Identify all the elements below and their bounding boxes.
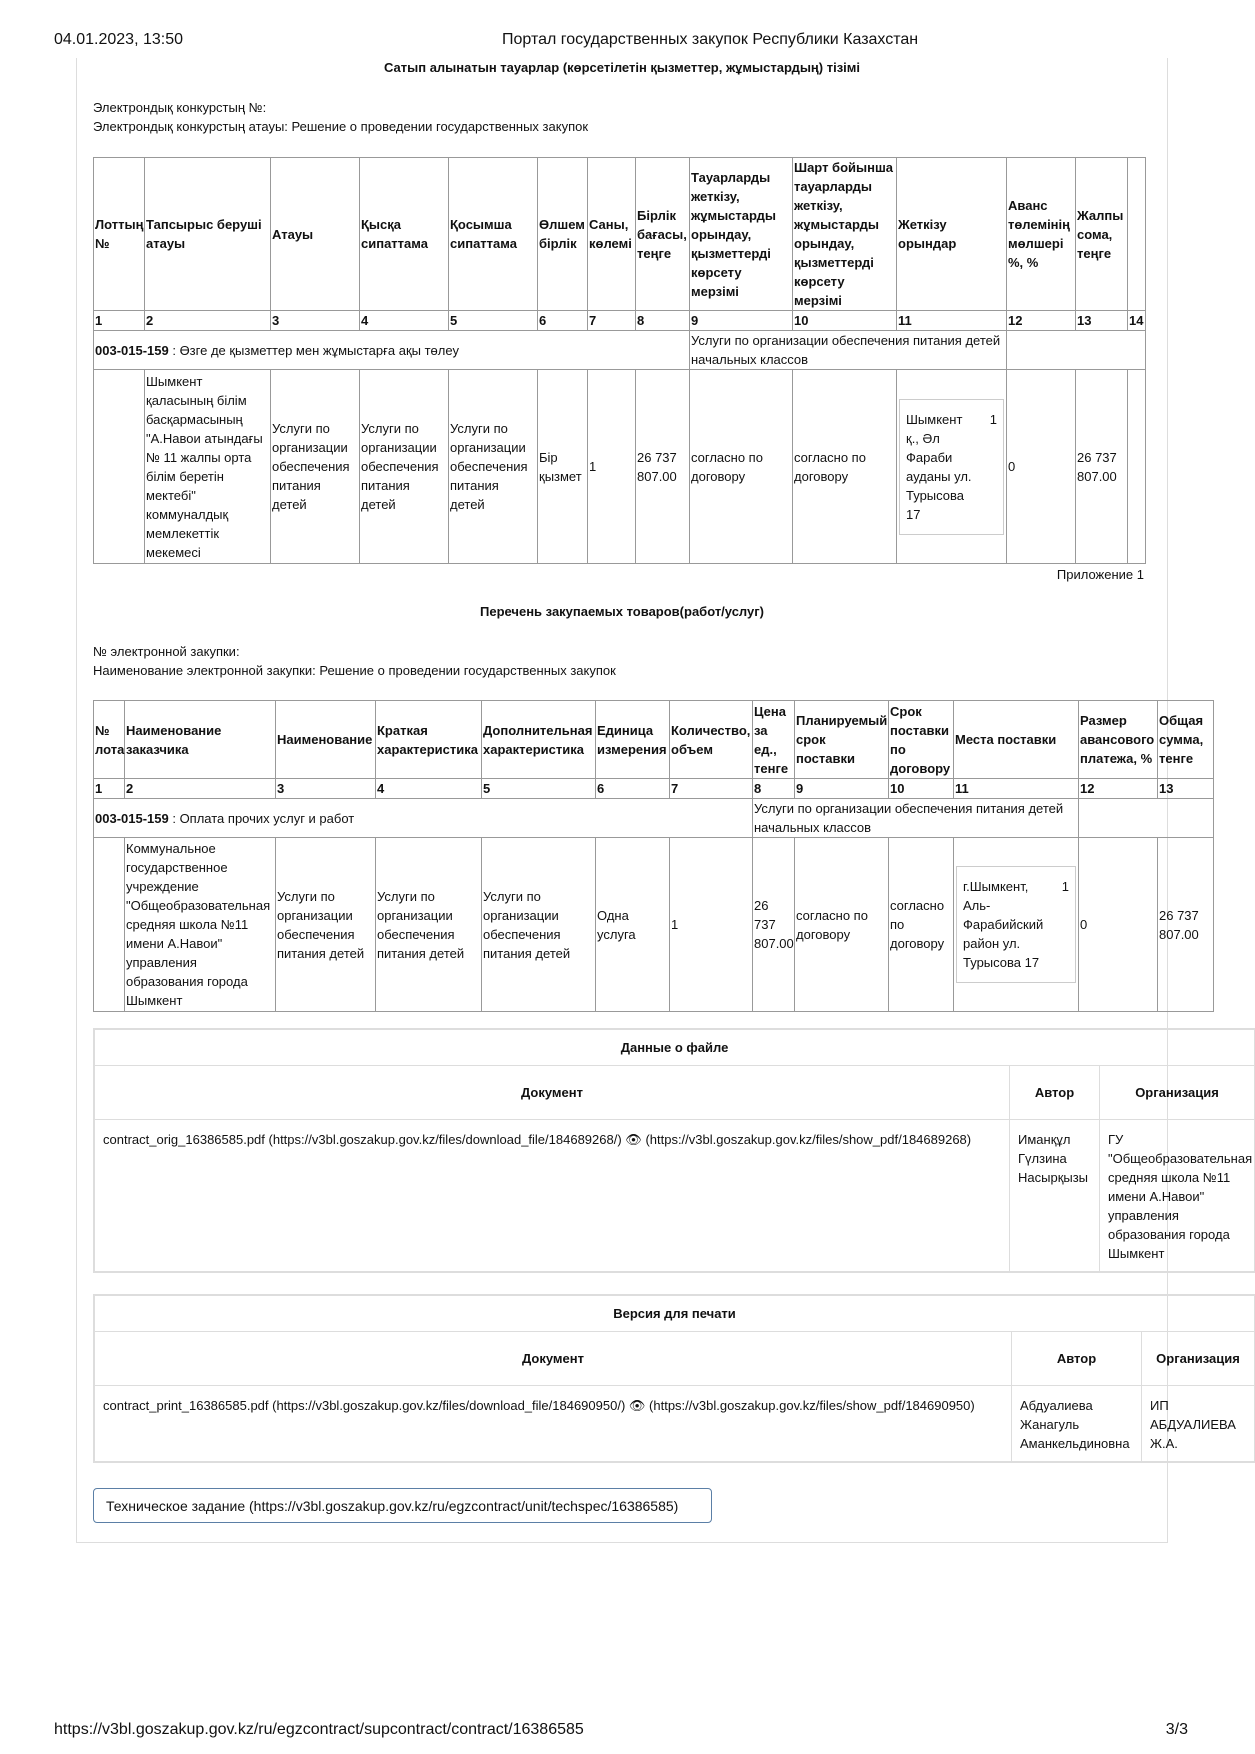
ru-num: 10 [889, 779, 954, 799]
kz-list-title: Сатып алынатын тауарлар (көрсетілетін қызметтер, жұмыстардың) тізімі [383, 60, 861, 75]
ru-num: 13 [1158, 779, 1214, 799]
print-col-org: Организация [1142, 1332, 1255, 1386]
ru-goods-table [93, 700, 1214, 1012]
page-url: https://v3bl.goszakup.gov.kz/ru/egzcontract/supcontract/contract/16386585 [54, 1721, 584, 1738]
kz-group-code: 003-015-159 [95, 342, 169, 358]
kz-col-lot: Лоттың № [94, 158, 145, 311]
kz-col-total: Жалпы сома, теңге [1076, 158, 1128, 311]
kz-number-label: Электрондық конкурстың №: [93, 100, 267, 115]
kz-col-advance: Аванс төлемінің мөлшері %, % [1007, 158, 1076, 311]
ru-cell-term: согласно по договору [795, 838, 889, 1012]
kz-num: 3 [271, 311, 360, 331]
kz-num: 5 [449, 311, 538, 331]
ru-num: 8 [753, 779, 795, 799]
kz-num: 12 [1007, 311, 1076, 331]
ru-item-row [94, 838, 1214, 1012]
ru-col-name: Наименование [276, 701, 376, 779]
ru-cell-qty: 1 [670, 838, 753, 1012]
kz-cell-unit: Бір қызмет [538, 370, 588, 564]
print-view-link[interactable]: (https://v3bl.goszakup.gov.kz/files/show_pdf/184690950) [649, 1398, 975, 1413]
ru-col-price: Цена за ед., тенге [753, 701, 795, 779]
print-version-title: Версия для печати [95, 1296, 1255, 1332]
ru-place-address: г.Шымкент, Аль-Фарабийский район ул. Турысова 17 [963, 879, 1044, 970]
kz-cell-short: Услуги по организации обеспечения питания детей [360, 370, 449, 564]
kz-cell-name: Услуги по организации обеспечения питания детей [271, 370, 360, 564]
ru-header-row [94, 701, 1214, 779]
ru-col-term-contract: Срок поставки по договору [889, 701, 954, 779]
kz-num: 7 [588, 311, 636, 331]
kz-cell-total: 26 737 807.00 [1076, 370, 1128, 564]
kz-col-unit: Өлшем бірлік [538, 158, 588, 311]
ru-list-title: Перечень закупаемых товаров(работ/услуг) [480, 604, 764, 619]
kz-num: 13 [1076, 311, 1128, 331]
kz-cell-extra: Услуги по организации обеспечения питания детей [449, 370, 538, 564]
file-doc-cell [95, 1120, 1010, 1272]
ru-name-line: Наименование электронной закупки: Решение о проведении государственных закупок [93, 663, 616, 678]
page-number: 3/3 [1165, 1721, 1188, 1738]
ru-cell-advance: 0 [1079, 838, 1158, 1012]
ru-num: 12 [1079, 779, 1158, 799]
kz-cell-qty: 1 [588, 370, 636, 564]
print-version-card [93, 1294, 1255, 1463]
eye-icon[interactable]: 👁 [625, 1132, 642, 1147]
kz-cell-term: согласно по договору [690, 370, 793, 564]
ru-cell-extra: Услуги по организации обеспечения питания детей [482, 838, 596, 1012]
ru-col-unit: Единица измерения [596, 701, 670, 779]
ru-clip [92, 58, 1253, 1458]
ru-cell-total: 26 737 807.00 [1158, 838, 1214, 1012]
ru-place-qty: 1 [1061, 879, 1069, 894]
print-datetime: 04.01.2023, 13:50 [54, 31, 184, 48]
ru-cell-lot [94, 838, 125, 1012]
kz-col-price: Бірлік бағасы, теңге [636, 158, 690, 311]
ru-number-label: № электронной закупки: [93, 644, 240, 659]
print-download-link[interactable]: contract_print_16386585.pdf (https://v3bl.goszakup.gov.kz/files/download_file/184690950/) [103, 1398, 626, 1413]
ru-group-empty [1079, 799, 1214, 838]
ru-col-qty: Количество, объем [670, 701, 753, 779]
appendix-label: Приложение 1 [1056, 567, 1144, 582]
kz-col-customer: Тапсырыс беруші атауы [145, 158, 271, 311]
ru-num: 9 [795, 779, 889, 799]
file-data-title: Данные о файле [95, 1030, 1255, 1066]
kz-num: 11 [897, 311, 1007, 331]
ru-num: 6 [596, 779, 670, 799]
ru-cell-short: Услуги по организации обеспечения питания детей [376, 838, 482, 1012]
ru-cell-place [954, 838, 1079, 1012]
ru-num: 4 [376, 779, 482, 799]
kz-num: 1 [94, 311, 145, 331]
kz-num: 4 [360, 311, 449, 331]
ru-col-lot: № лота [94, 701, 125, 779]
ru-group-service: Услуги по организации обеспечения питания детей начальных классов [753, 799, 1079, 838]
kz-group-service: Услуги по организации обеспечения питания детей начальных классов [690, 331, 1007, 370]
file-org: ГУ "Общеобразовательная средняя школа №11 имени А.Навои" управления образования города Шымкент [1100, 1120, 1255, 1272]
print-org: ИП АБДУАЛИЕВА Ж.А. [1142, 1386, 1255, 1462]
file-author: Иманқұл Гүлзина Насырқызы [1010, 1120, 1100, 1272]
file-data-card [93, 1028, 1255, 1273]
kz-num: 2 [145, 311, 271, 331]
kz-place-address: Шымкент қ., Әл Фараби ауданы ул. Турысова 17 [906, 411, 972, 522]
print-col-document: Документ [95, 1332, 1012, 1386]
tech-spec-button[interactable]: Техническое задание (https://v3bl.goszakup.gov.kz/ru/egzcontract/unit/techspec/16386585) [93, 1488, 712, 1523]
kz-col-term-contract: Шарт бойынша тауарларды жеткізу, жұмыстарды орындау, қызметтерді көрсету мерзімі [793, 158, 897, 311]
kz-num: 8 [636, 311, 690, 331]
file-view-link[interactable]: (https://v3bl.goszakup.gov.kz/files/show_pdf/184689268) [645, 1132, 972, 1147]
print-author: Абдуалиева Жанагуль Аманкельдиновна [1012, 1386, 1142, 1462]
ru-cell-price: 26 737 807.00 [753, 838, 795, 1012]
kz-col-short: Қысқа сипаттама [360, 158, 449, 311]
kz-num: 10 [793, 311, 897, 331]
kz-group-text: : Өзге де қызметтер мен жұмыстарға ақы төлеу [168, 342, 459, 358]
ru-group-cell [94, 799, 753, 838]
ru-col-extra: Дополнительная характеристика [482, 701, 596, 779]
kz-cell-advance: 0 [1007, 370, 1076, 564]
ru-num: 7 [670, 779, 753, 799]
ru-num: 1 [94, 779, 125, 799]
kz-place-qty: 1 [989, 411, 997, 427]
kz-cell-customer: Шымкент қаласының білім басқармасының "А.Навои атындағы № 11 жалпы орта білім беретін мектебі" коммуналдық мемлекеттік мекемесі [145, 370, 271, 564]
site-title: Портал государственных закупок Республики Казахстан [502, 31, 919, 48]
file-col-author: Автор [1010, 1066, 1100, 1120]
ru-col-total: Общая сумма, тенге [1158, 701, 1214, 779]
ru-col-customer: Наименование заказчика [125, 701, 276, 779]
ru-col-term: Планируемый срок поставки [795, 701, 889, 779]
kz-name-line: Электрондық конкурстың атауы: Решение о проведении государственных закупок [93, 119, 589, 134]
ru-col-advance: Размер авансового платежа, % [1079, 701, 1158, 779]
kz-col-term: Тауарларды жеткізу, жұмыстарды орындау, қызметтерді көрсету мерзімі [690, 158, 793, 311]
ru-num: 2 [125, 779, 276, 799]
ru-group-text: : Оплата прочих услуг и работ [168, 810, 355, 826]
kz-num: 9 [690, 311, 793, 331]
ru-cell-customer: Коммунальное государственное учреждение "Общеобразовательная средняя школа №11 имени А.Навои" управления образования города Шымкент [125, 838, 276, 1012]
ru-group-code: 003-015-159 [95, 810, 169, 826]
kz-num: 14 [1128, 311, 1146, 331]
ru-col-short: Краткая характеристика [376, 701, 482, 779]
ru-group-row [94, 799, 1214, 838]
ru-cell-name: Услуги по организации обеспечения питания детей [276, 838, 376, 1012]
ru-cell-unit: Одна услуга [596, 838, 670, 1012]
kz-col-qty: Саны, көлемі [588, 158, 636, 311]
eye-icon[interactable]: 👁 [628, 1398, 646, 1413]
kz-cell-term-contract: согласно по договору [793, 370, 897, 564]
file-col-document: Документ [95, 1066, 1010, 1120]
file-col-org: Организация [1100, 1066, 1255, 1120]
ru-num: 5 [482, 779, 596, 799]
kz-num: 6 [538, 311, 588, 331]
ru-cell-term-contract: согласно по договору [889, 838, 954, 1012]
ru-num: 11 [954, 779, 1079, 799]
print-doc-cell [95, 1386, 1012, 1462]
ru-number-row [94, 779, 1214, 799]
ru-place-box [956, 866, 1076, 983]
kz-cell-price: 26 737 807.00 [636, 370, 690, 564]
kz-col-name: Атауы [271, 158, 360, 311]
kz-col-place: Жеткізу орындар [897, 158, 1007, 311]
ru-num: 3 [276, 779, 376, 799]
ru-col-place: Места поставки [954, 701, 1079, 779]
print-col-author: Автор [1012, 1332, 1142, 1386]
kz-col-extra: Қосымша сипаттама [449, 158, 538, 311]
file-download-link[interactable]: contract_orig_16386585.pdf (https://v3bl.goszakup.gov.kz/files/download_file/184689268/) [103, 1132, 622, 1147]
